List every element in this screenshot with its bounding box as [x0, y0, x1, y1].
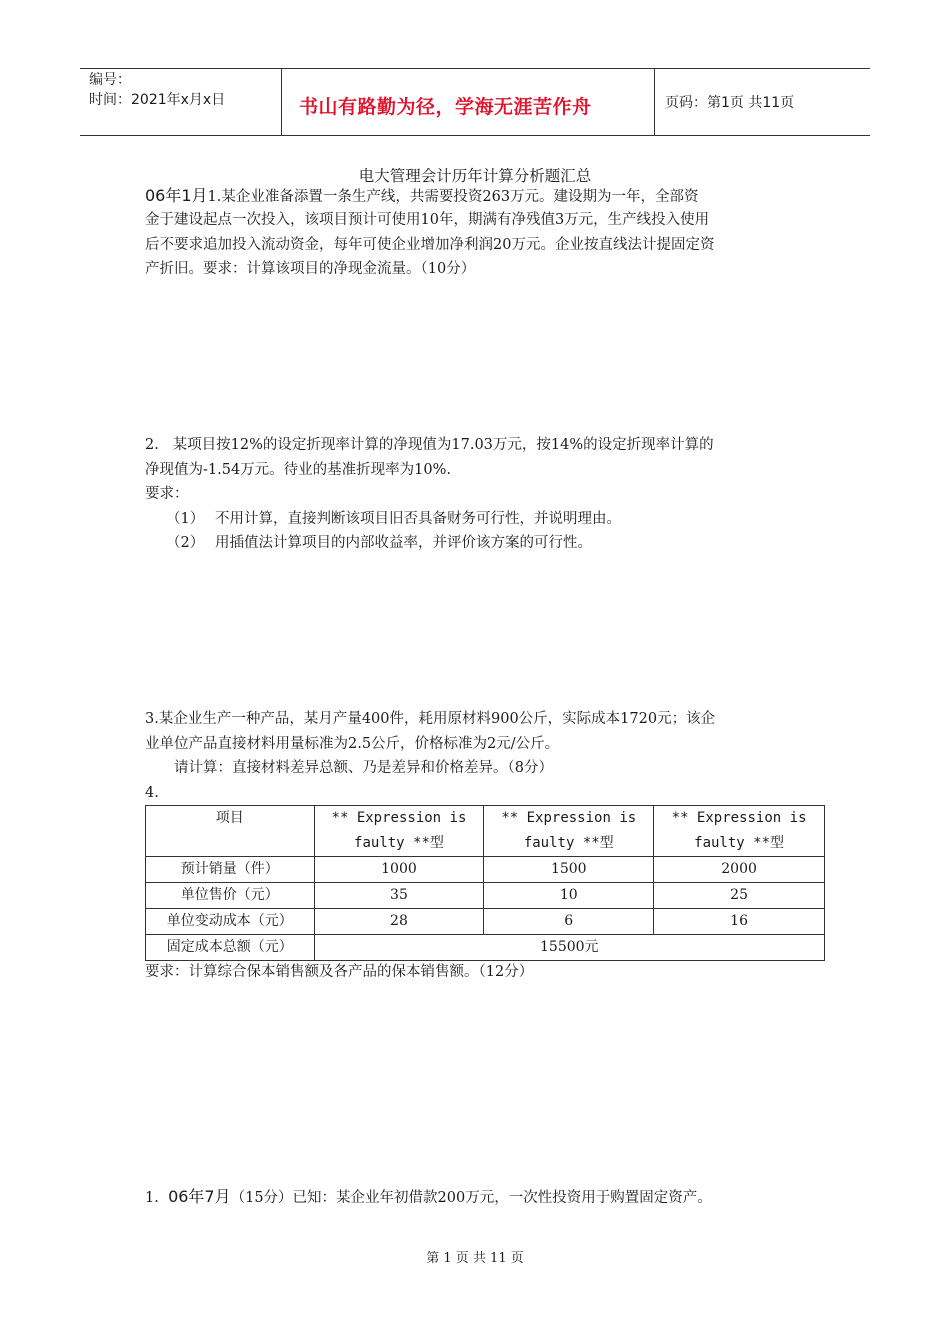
table-cell: 1500: [484, 857, 654, 883]
table-header-cell: [484, 806, 654, 857]
header-divider-right: [654, 68, 655, 136]
q4-requirement: 要求：计算综合保本销售额及各产品的保本销售额。（12分）: [145, 964, 534, 980]
q1-line1: [145, 184, 699, 210]
header-bottom-rule: [80, 135, 870, 136]
table-header-text: ** Expression is faulty **型: [501, 810, 637, 851]
table-cell: 10: [484, 883, 654, 909]
page-info: 页码：第1页 共11页: [665, 95, 795, 111]
table-cell: 35: [314, 883, 484, 909]
q2-requirement: 要求：: [145, 486, 189, 502]
q1-date: 06年1月: [145, 186, 208, 205]
table-header-cell: [654, 806, 825, 857]
table-cell: 单位变动成本（元）: [146, 909, 315, 935]
q3-line3: 请计算：直接材料差异总额、乃是差异和价格差异。（8分）: [174, 760, 553, 776]
q2-item1-num: （1）: [166, 511, 205, 527]
table-header-text: ** Expression is faulty **型: [331, 810, 467, 851]
table-cell: 16: [654, 909, 825, 935]
q1-line3: 后不要求追加投入流动资金，每年可使企业增加净利润20万元。企业按直线法计提固定资: [145, 237, 715, 253]
number-label: 编号：: [89, 72, 131, 88]
q3-line2: 业单位产品直接材料用量标准为2.5公斤，价格标准为2元/公斤。: [145, 736, 560, 752]
q1-line1-text: 1.某企业准备添置一条生产线，共需要投资263万元。建设期为一年，全部资: [207, 189, 699, 205]
table-row-fixed-cost: [146, 935, 825, 961]
q2-item2-num: （2）: [166, 535, 205, 551]
q1-line4: 产折旧。要求：计算该项目的净现金流量。（10分）: [145, 261, 476, 277]
table-cell: 28: [314, 909, 484, 935]
q2-item2: 用插值法计算项目的内部收益率，并评价该方案的可行性。: [215, 535, 592, 551]
q5-line: [145, 1185, 712, 1211]
q5-number: 1.: [145, 1190, 159, 1206]
table-header-text: ** Expression is faulty **型: [671, 810, 807, 851]
table-cell-fixed-value: 15500元: [314, 935, 824, 961]
table-cell: 2000: [654, 857, 825, 883]
table-header-row: [146, 806, 825, 857]
q4-number: 4.: [145, 785, 159, 801]
q2-line1: 2. 某项目按12%的设定折现率计算的净现值为17.03万元，按14%的设定折现率计算的: [145, 437, 714, 453]
table-cell: 预计销量（件）: [146, 857, 315, 883]
q2-line2: 净现值为-1.54万元。待业的基准折现率为10%.: [145, 462, 452, 478]
table-row: [146, 883, 825, 909]
q2-item1: 不用计算，直接判断该项目旧否具备财务可行性，并说明理由。: [215, 511, 621, 527]
table-header-cell: 项目: [146, 806, 315, 857]
table-cell: 25: [654, 883, 825, 909]
document-title: 电大管理会计历年计算分析题汇总: [358, 167, 592, 185]
header-divider-left: [281, 68, 282, 136]
q5-text: （15分）已知：某企业年初借款200万元，一次性投资用于购置固定资产。: [230, 1190, 712, 1206]
table-header-cell: [314, 806, 484, 857]
q3-line1: 3.某企业生产一种产品，某月产量400件，耗用原材料900公斤，实际成本1720元；该企: [145, 711, 716, 727]
table-cell: 单位售价（元）: [146, 883, 315, 909]
table-row: [146, 909, 825, 935]
table-row: [146, 857, 825, 883]
motto: 书山有路勤为径，学海无涯苦作舟: [299, 96, 592, 118]
cost-volume-table: [145, 805, 825, 961]
header-top-rule: [80, 68, 870, 69]
table-cell: 1000: [314, 857, 484, 883]
q5-date: 06年7月: [168, 1187, 231, 1206]
table-cell: 固定成本总额（元）: [146, 935, 315, 961]
q1-line2: 金于建设起点一次投入，该项目预计可使用10年，期满有净残值3万元，生产线投入使用: [145, 212, 710, 228]
table-cell: 6: [484, 909, 654, 935]
time-label: 时间：2021年x月x日: [89, 92, 226, 108]
page-footer: 第 1 页 共 11 页: [426, 1251, 524, 1266]
